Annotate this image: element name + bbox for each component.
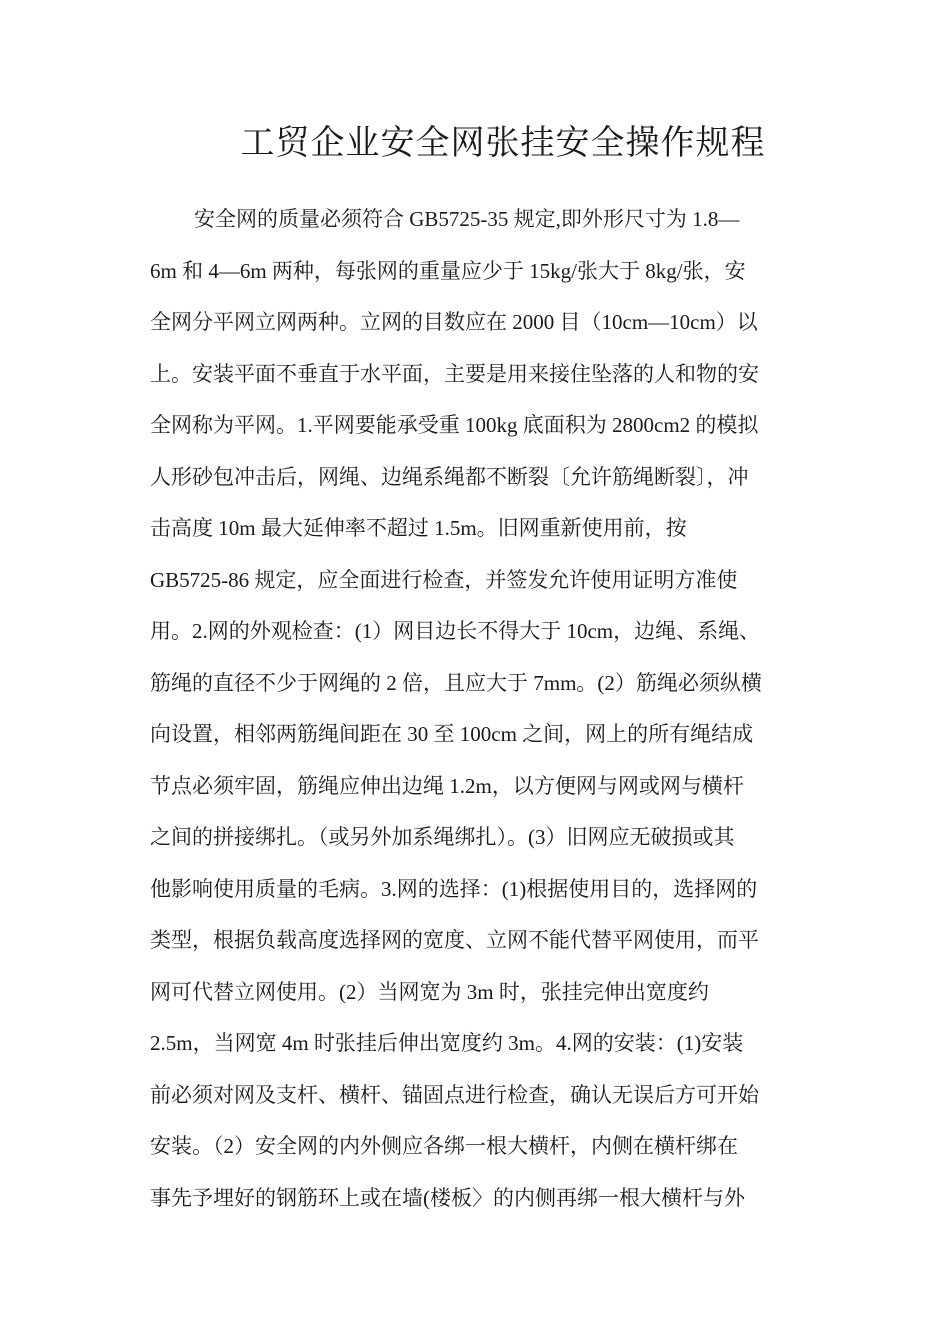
paragraph-line: 节点必须牢固，筋绳应伸出边绳 1.2m，以方便网与网或网与横杆	[150, 773, 744, 798]
paragraph-line: 6m 和 4—6m 两种，每张网的重量应少于 15kg/张大于 8kg/张，安	[150, 258, 746, 283]
paragraph-line: 2.5m，当网宽 4m 时张挂后伸出宽度约 3m。4.网的安装：(1)安装	[150, 1031, 744, 1055]
paragraph-line: 安装。（2）安全网的内外侧应各绑一根大横杆，内侧在横杆绑在	[150, 1134, 738, 1158]
paragraph-line: 用。2.网的外观检查：(1）网目边长不得大于 10cm，边绳、系绳、	[150, 619, 761, 643]
paragraph-line: 全网分平网立网两种。立网的目数应在 2000 目（10cm—10cm）以	[150, 310, 758, 334]
paragraph-line: 事先予埋好的钢筋环上或在墙(楼板〉的内侧再绑一根大横杆与外	[150, 1185, 745, 1210]
paragraph-line: 之间的拼接绑扎。（或另外加系绳绑扎）。(3）旧网应无破损或其	[150, 825, 735, 849]
document-body	[150, 194, 830, 1224]
paragraph-line: 网可代替立网使用。(2）当网宽为 3m 时，张挂完伸出宽度约	[150, 979, 709, 1004]
paragraph-line: 前必须对网及支杆、横杆、锚固点进行检查，确认无误后方可开始	[150, 1082, 759, 1107]
paragraph-line: 安全网的质量必须符合 GB5725-35 规定,即外形尺寸为 1.8—	[194, 207, 740, 231]
paragraph-line: 他影响使用质量的毛病。3.网的选择：(1)根据使用目的，选择网的	[150, 876, 758, 901]
paragraph-line: 全网称为平网。1.平网要能承受重 100kg 底面积为 2800cm2 的模拟	[150, 413, 759, 437]
paragraph-line: 向设置，相邻两筋绳间距在 30 至 100cm 之间，网上的所有绳结成	[150, 722, 754, 746]
paragraph-line: GB5725-86 规定，应全面进行检查，并签发允许使用证明方准使	[150, 567, 738, 592]
document-title: 工贸企业安全网张挂安全操作规程	[240, 125, 766, 162]
paragraph-line: 上。安装平面不垂直于水平面，主要是用来接住坠落的人和物的安	[150, 361, 759, 386]
paragraph-line: 人形砂包冲击后，网绳、边绳系绳都不断裂〔允许筋绳断裂〕，冲	[150, 464, 749, 489]
paragraph-line: 类型，根据负载高度选择网的宽度、立网不能代替平网使用，而平	[150, 928, 759, 952]
paragraph-line: 筋绳的直径不少于网绳的 2 倍，且应大于 7mm。(2）筋绳必须纵横	[150, 670, 762, 695]
paragraph-line: 击高度 10m 最大延伸率不超过 1.5m。旧网重新使用前，按	[150, 516, 687, 540]
